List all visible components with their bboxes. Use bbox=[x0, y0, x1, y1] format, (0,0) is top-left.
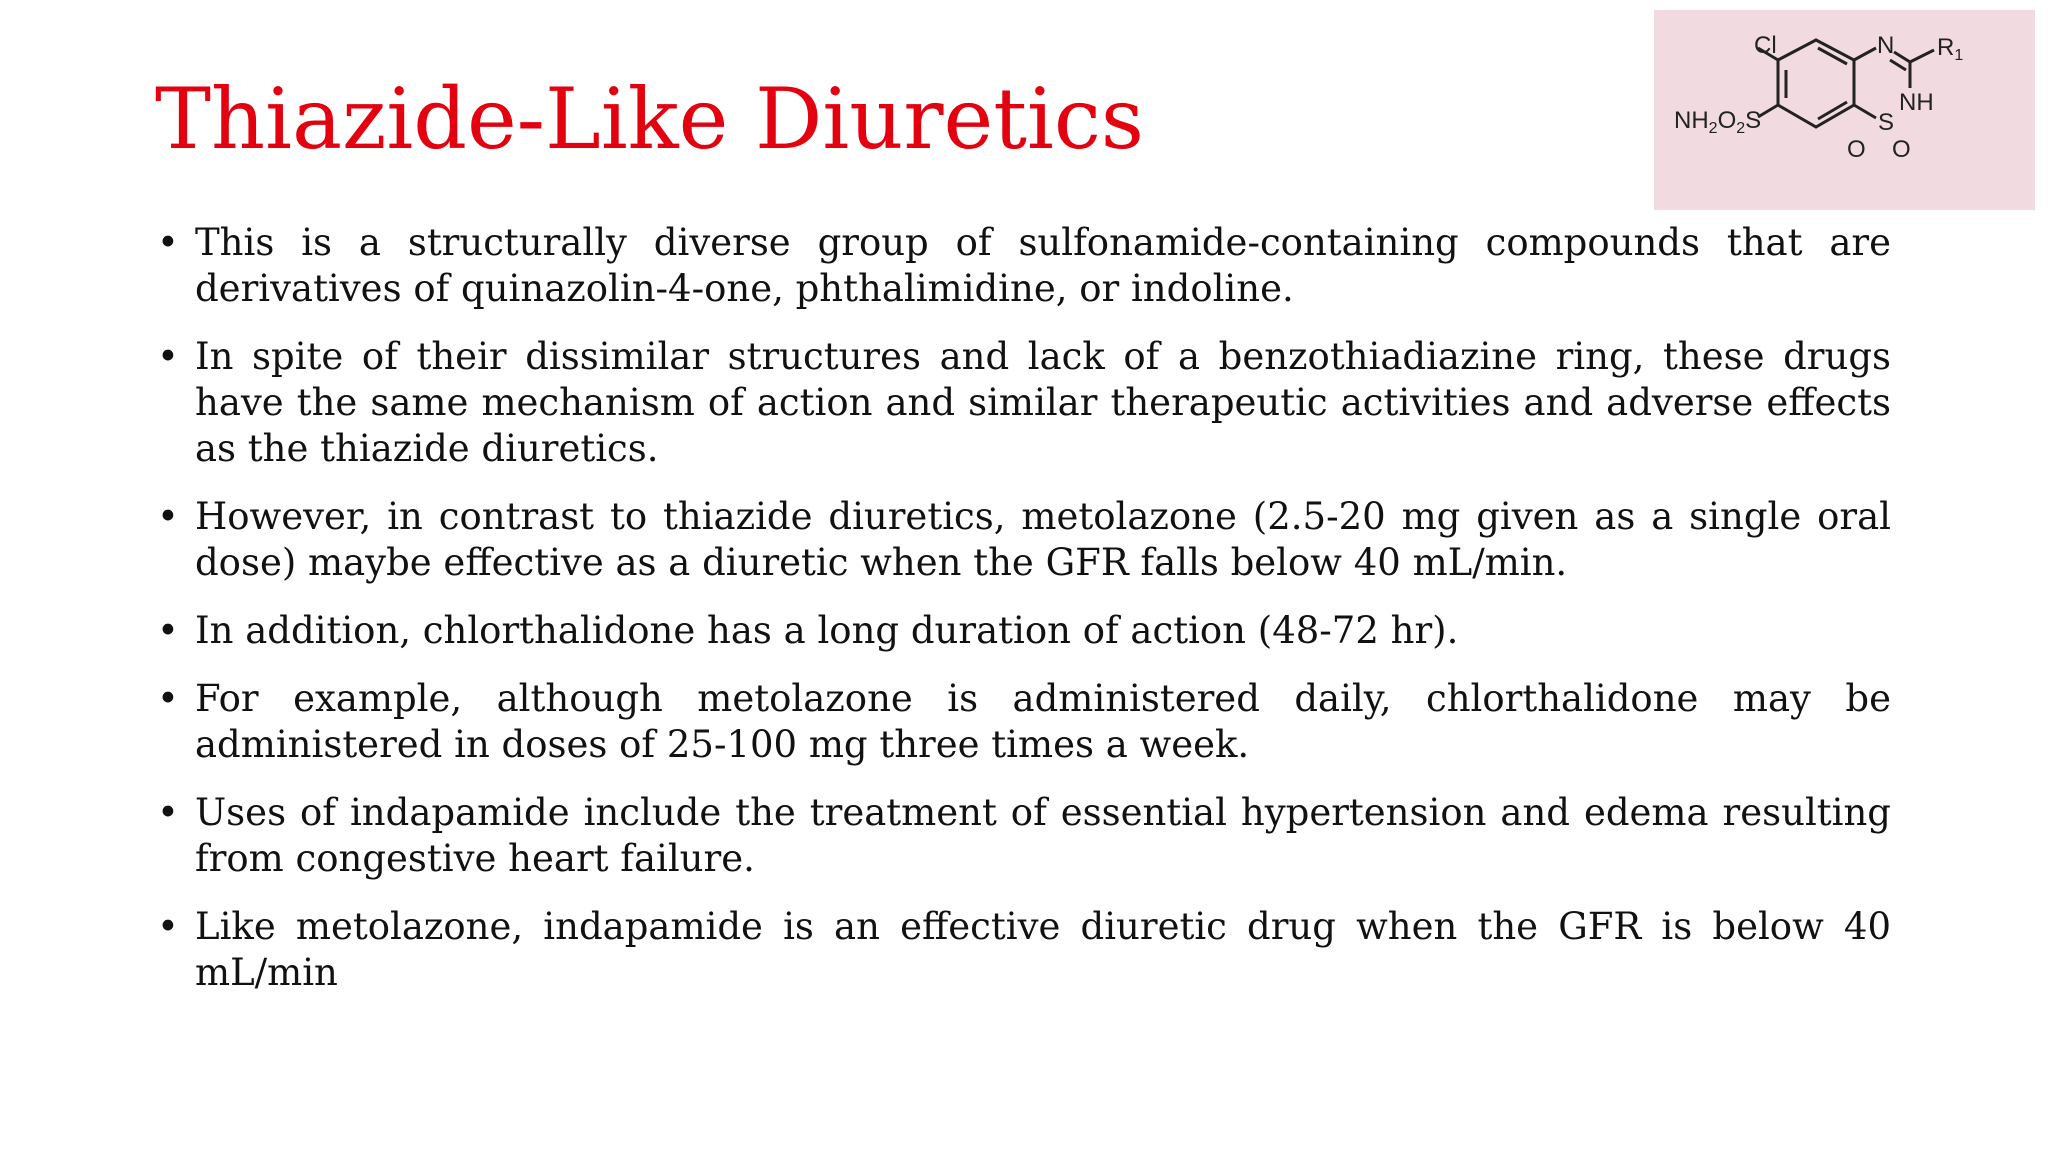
bullet-dot: • bbox=[157, 221, 179, 264]
bullet-dot: • bbox=[157, 791, 179, 834]
label-o-left: O bbox=[1847, 136, 1866, 163]
bullet-text: This is a structurally diverse group of sulfonamide-containing compounds that are derivatives of quinazolin-4-one, phthalimidine, or indoline. bbox=[195, 221, 1891, 310]
bullet-text: Uses of indapamide include the treatment of essential hypertension and edema resulting from congestive heart failure. bbox=[195, 791, 1891, 880]
bullet-text: Like metolazone, indapamide is an effective diuretic drug when the GFR is below 40 mL/min bbox=[195, 905, 1891, 994]
bullet-item bbox=[157, 608, 1891, 654]
bullet-text: For example, although metolazone is administered daily, chlorthalidone may be administered in doses of 25-100 mg three times a week. bbox=[195, 677, 1891, 766]
label-r: $R_1$ bbox=[1937, 34, 1964, 64]
label-n: N bbox=[1877, 32, 1895, 59]
bullet-dot: • bbox=[157, 609, 179, 652]
bullet-item bbox=[157, 494, 1891, 586]
bullet-text: In addition, chlorthalidone has a long duration of action (48-72 hr). bbox=[195, 609, 1459, 652]
bullet-item bbox=[157, 676, 1891, 768]
label-nh: NH bbox=[1899, 89, 1934, 116]
label-sulfonamide: $NH_2O_2S$ bbox=[1674, 107, 1762, 137]
label-s: S bbox=[1878, 109, 1895, 136]
thiazide-structure-image bbox=[1654, 10, 2035, 210]
slide-title: Thiazide-Like Diuretics bbox=[155, 70, 1144, 168]
bullet-item bbox=[157, 790, 1891, 882]
bullet-text: In spite of their dissimilar structures and lack of a benzothiadiazine ring, these drugs have the same mechanism of action and similar therapeutic activities and adverse effects as the thiazide diuretics. bbox=[195, 335, 1891, 470]
bullet-dot: • bbox=[157, 677, 179, 720]
label-cl: Cl bbox=[1754, 32, 1777, 59]
bullet-text: However, in contrast to thiazide diuretics, metolazone (2.5-20 mg given as a single oral dose) maybe effective as a diuretic when the GFR falls below 40 mL/min. bbox=[195, 495, 1891, 584]
bullet-dot: • bbox=[157, 905, 179, 948]
bullet-item bbox=[157, 904, 1891, 996]
bullet-dot: • bbox=[157, 335, 179, 378]
bullet-item bbox=[157, 220, 1891, 312]
bullet-dot: • bbox=[157, 495, 179, 538]
label-o-right: O bbox=[1892, 136, 1911, 163]
bullet-item bbox=[157, 334, 1891, 472]
bullet-list bbox=[157, 220, 1891, 1018]
